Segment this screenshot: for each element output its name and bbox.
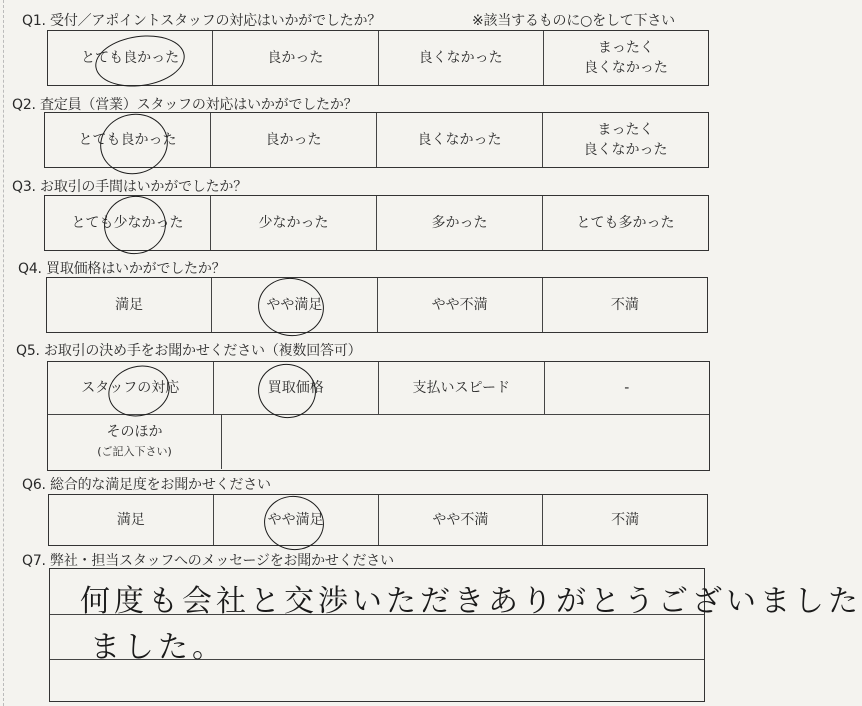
page-margin-line <box>3 0 4 706</box>
q4-option-4[interactable]: 不満 <box>610 297 639 313</box>
q5-option-4[interactable]: - <box>624 380 630 396</box>
q4-options <box>46 277 708 333</box>
q5-other-label: そのほか <box>106 424 163 440</box>
q3-label: Q3. お取引の手間はいかがでしたか？ <box>12 179 248 195</box>
q1-option-1[interactable]: とても良かった <box>48 31 213 85</box>
q3-option-4[interactable]: とても多かった <box>576 215 675 231</box>
q7-handwritten-line1: 何度も会社と交渉いただきありがとうございました <box>80 584 862 619</box>
q1-option-4-line2: 良くなかった <box>583 60 668 76</box>
q5-options <box>47 361 710 471</box>
q4-option-2[interactable]: やや満足 <box>212 278 377 332</box>
q4-option-1[interactable]: 満足 <box>47 278 212 332</box>
q3-option-1[interactable]: とても少なかった <box>45 196 211 250</box>
q2-option-2[interactable]: 良かった <box>211 113 377 167</box>
q1-options <box>47 30 709 86</box>
q2-option-4[interactable] <box>543 113 708 167</box>
q4-option-3[interactable]: やや不満 <box>378 278 543 332</box>
q6-option-1[interactable]: 満足 <box>49 495 214 545</box>
q5-option-2[interactable]: 買取価格 <box>214 362 380 414</box>
q5-other-hint: (ご記入下さい) <box>97 445 172 458</box>
q1-option-4[interactable] <box>544 31 708 85</box>
q6-option-3[interactable]: やや不満 <box>379 495 544 545</box>
q2-option-3[interactable]: 良くなかった <box>377 113 543 167</box>
q5-option-1[interactable]: スタッフの対応 <box>48 362 214 414</box>
q6-option-4[interactable]: 不満 <box>611 512 640 528</box>
q2-option-4-line1: まったく <box>597 122 654 138</box>
q6-option-2[interactable]: やや満足 <box>214 495 379 545</box>
q5-option-3[interactable]: 支払いスピード <box>379 362 545 414</box>
q4-label: Q4. 買取価格はいかがでしたか？ <box>18 261 226 277</box>
q3-option-3[interactable]: 多かった <box>377 196 543 250</box>
q5-other-input[interactable] <box>222 415 709 469</box>
q2-option-1[interactable]: とても良かった <box>45 113 211 167</box>
q2-label: Q2. 査定員（営業）スタッフの対応はいかがでしたか？ <box>12 97 358 113</box>
q1-option-3[interactable]: 良くなかった <box>379 31 544 85</box>
q2-options <box>44 112 709 168</box>
q1-note: ※該当するものに○をして下さい <box>472 13 675 29</box>
q6-options <box>48 494 708 546</box>
q7-handwritten-line2: ました。 <box>90 630 226 665</box>
q7-label: Q7. 弊社・担当スタッフへのメッセージをお聞かせください <box>22 553 394 569</box>
q1-option-4-line1: まったく <box>597 40 654 56</box>
q6-label: Q6. 総合的な満足度をお聞かせください <box>22 477 271 493</box>
q1-label: Q1. 受付／アポイントスタッフの対応はいかがでしたか？ <box>22 13 382 29</box>
q5-label: Q5. お取引の決め手をお聞かせください（複数回答可） <box>16 343 362 359</box>
q5-other-option[interactable] <box>48 415 222 469</box>
q3-options <box>44 195 709 251</box>
q3-option-2[interactable]: 少なかった <box>211 196 377 250</box>
q2-option-4-line2: 良くなかった <box>583 142 668 158</box>
q1-option-2[interactable]: 良かった <box>213 31 378 85</box>
